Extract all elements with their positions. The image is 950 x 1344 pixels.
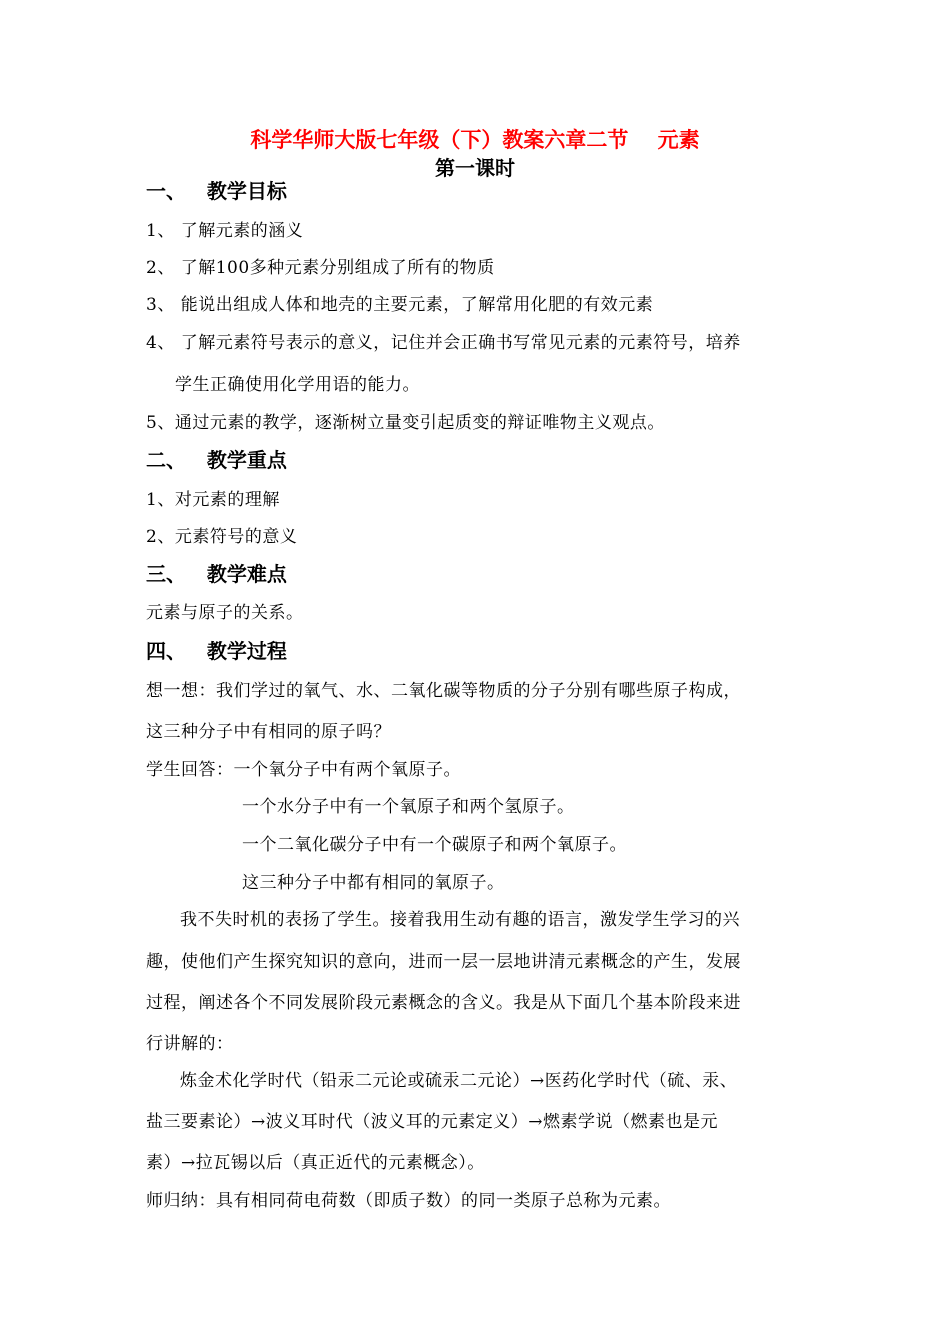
paragraph-line: 行讲解的：	[146, 1034, 234, 1054]
paragraph-line: 过程，阐述各个不同发展阶段元素概念的含义。我是从下面几个基本阶段来进	[146, 993, 741, 1013]
teacher-summary-line: 师归纳：具有相同荷电荷数（即质子数）的同一类原子总称为元素。	[146, 1191, 671, 1211]
objective-item: 1、 了解元素的涵义	[146, 221, 304, 241]
key-point-item: 1、对元素的理解	[146, 490, 280, 510]
document-title: 科学华师大版七年级（下）教案六章二节 元素	[250, 128, 700, 152]
document-subtitle: 第一课时	[435, 156, 515, 180]
student-answer-line: 学生回答：一个氧分子中有两个氧原子。	[146, 760, 461, 780]
paragraph-line: 趣，使他们产生探究知识的意向，进而一层一层地讲清元素概念的产生，发展	[146, 952, 741, 972]
section-heading-difficulties: 三、 教学难点	[146, 562, 287, 586]
process-line: 想一想：我们学过的氧气、水、二氧化碳等物质的分子分别有哪些原子构成，	[146, 681, 741, 701]
student-answer-line: 一个二氧化碳分子中有一个碳原子和两个氧原子。	[242, 835, 627, 855]
history-line: 炼金术化学时代（铅汞二元论或硫汞二元论）→医药化学时代（硫、汞、	[180, 1071, 738, 1091]
student-answer-line: 这三种分子中都有相同的氧原子。	[242, 873, 505, 893]
objective-item-continuation: 学生正确使用化学用语的能力。	[175, 375, 420, 395]
student-answer-line: 一个水分子中有一个氧原子和两个氢原子。	[242, 797, 575, 817]
objective-item: 4、 了解元素符号表示的意义，记住并会正确书写常见元素的元素符号，培养	[146, 333, 741, 353]
section-heading-process: 四、 教学过程	[146, 639, 287, 663]
objective-item: 3、 能说出组成人体和地壳的主要元素，了解常用化肥的有效元素	[146, 295, 654, 315]
history-line: 素）→拉瓦锡以后（真正近代的元素概念）。	[146, 1153, 485, 1173]
objective-item: 5、通过元素的教学，逐渐树立量变引起质变的辩证唯物主义观点。	[146, 413, 665, 433]
difficulty-item: 元素与原子的关系。	[146, 603, 304, 623]
paragraph-line: 我不失时机的表扬了学生。接着我用生动有趣的语言，激发学生学习的兴	[180, 910, 740, 930]
section-heading-key-points: 二、 教学重点	[146, 448, 287, 472]
history-line: 盐三要素论）→波义耳时代（波义耳的元素定义）→燃素学说（燃素也是元	[146, 1112, 718, 1132]
section-heading-objectives: 一、 教学目标	[146, 179, 287, 203]
objective-item: 2、 了解100多种元素分别组成了所有的物质	[146, 258, 495, 278]
process-line: 这三种分子中有相同的原子吗？	[146, 722, 391, 742]
key-point-item: 2、元素符号的意义	[146, 527, 298, 547]
